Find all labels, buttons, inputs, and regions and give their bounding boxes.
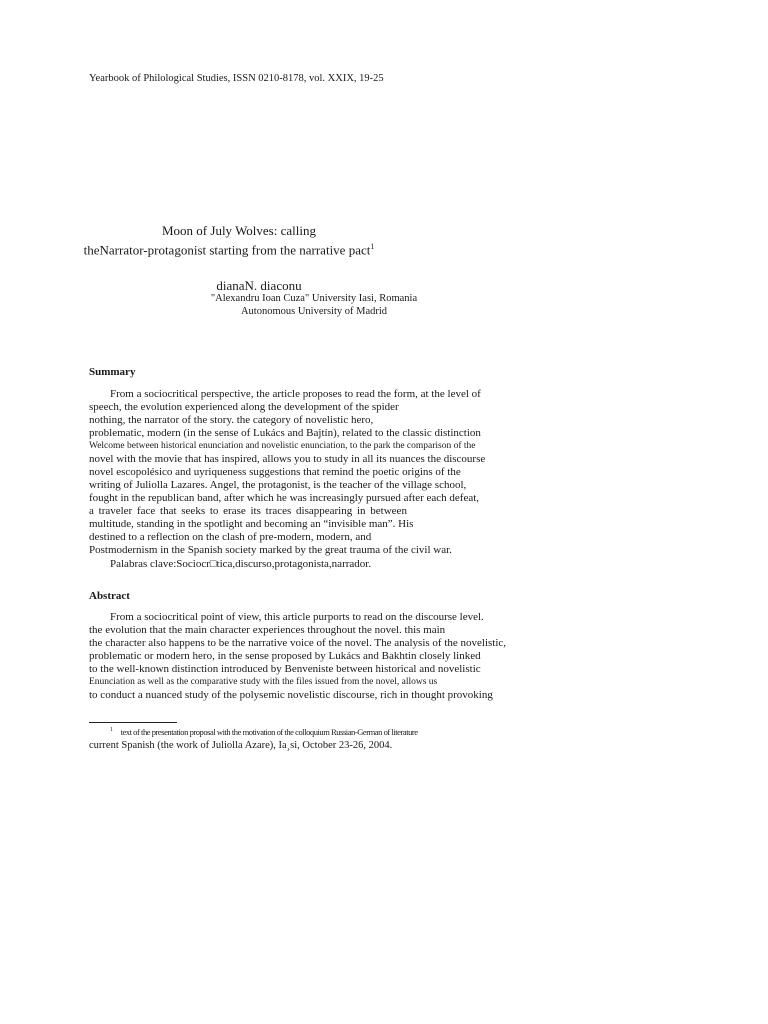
footnote-line-2: current Spanish (the work of Juliolla Azare), Ia¸si, October 23-26, 2004. [89,740,393,751]
summary-line: multitude, standing in the spotlight and becoming an “invisible man”. His [89,518,414,530]
summary-line: speech, the evolution experienced along the development of the spider [89,401,399,413]
footnote-line-1 [110,727,418,737]
article-title-line-2 [0,239,613,257]
abstract-line: Enunciation as well as the comparative study with the files issued from the novel, allows us [89,677,438,687]
summary-line: destined to a reflection on the clash of pre-modern, modern, and [89,531,372,543]
abstract-line: the evolution that the main character experiences throughout the novel. this main [89,624,446,636]
summary-line: Welcome between historical enunciation and novelistic enunciation, to the park the comparison of the [89,441,476,451]
footnote-divider [89,722,177,723]
author-affiliation-2: Autonomous University of Madrid [240,306,388,317]
summary-line: writing of Juliolla Lazares. Angel, the protagonist, is the teacher of the village school, [89,479,467,491]
author-affiliation-1: "Alexandru Ioan Cuza" University Iasi, Romania [210,293,418,304]
summary-line: novel escopolésico and uyriqueness suggestions that remind the poetic origins of the [89,466,461,478]
abstract-line: From a sociocritical point of view, this article purports to read on the discourse level. [110,611,484,623]
journal-header: Yearbook of Philological Studies, ISSN 0210-8178, vol. XXIX, 19-25 [89,73,384,84]
article-title-line-2-text: theNarrator-protagonist starting from the narrative pact [83,242,371,258]
summary-line: novel with the movie that has inspired, allows you to study in all its nuances the discourse [89,453,486,465]
summary-heading: Summary [89,366,136,378]
abstract-heading: Abstract [89,590,130,602]
footnote-reference: 1 [370,242,375,251]
footnote-line-1-text: text of the presentation proposal with the motivation of the colloquium Russian-German of literature [120,727,418,737]
summary-line: fought in the republican band, after which he was increasingly pursued after each defeat, [89,492,480,504]
abstract-line: problematic or modern hero, in the sense proposed by Lukács and Bakhtin closely linked [89,650,481,662]
summary-line: nothing, the narrator of the story. the category of novelistic hero, [89,414,374,426]
article-title-line-1: Moon of July Wolves: calling [162,223,316,238]
abstract-line: to the well-known distinction introduced by Benveniste between historical and novelistic [89,663,481,675]
abstract-line: to conduct a nuanced study of the polysemic novelistic discourse, rich in thought provoking [89,689,493,701]
summary-keywords: Palabras clave:Sociocr□tica,discurso,protagonista,narrador. [110,558,372,570]
summary-line: a traveler face that seeks to erase its traces disappearing in between [89,505,407,517]
summary-line: Postmodernism in the Spanish society marked by the great trauma of the civil war. [89,544,452,556]
author-name: dianaN. diaconu [216,278,302,293]
footnote-number: 1 [110,727,113,734]
summary-line: From a sociocritical perspective, the article proposes to read the form, at the level of [110,388,481,400]
summary-line: problematic, modern (in the sense of Lukács and Bajtín), related to the classic distinction [89,427,481,439]
abstract-line: the character also happens to be the narrative voice of the novel. The analysis of the novelistic, [89,637,507,649]
